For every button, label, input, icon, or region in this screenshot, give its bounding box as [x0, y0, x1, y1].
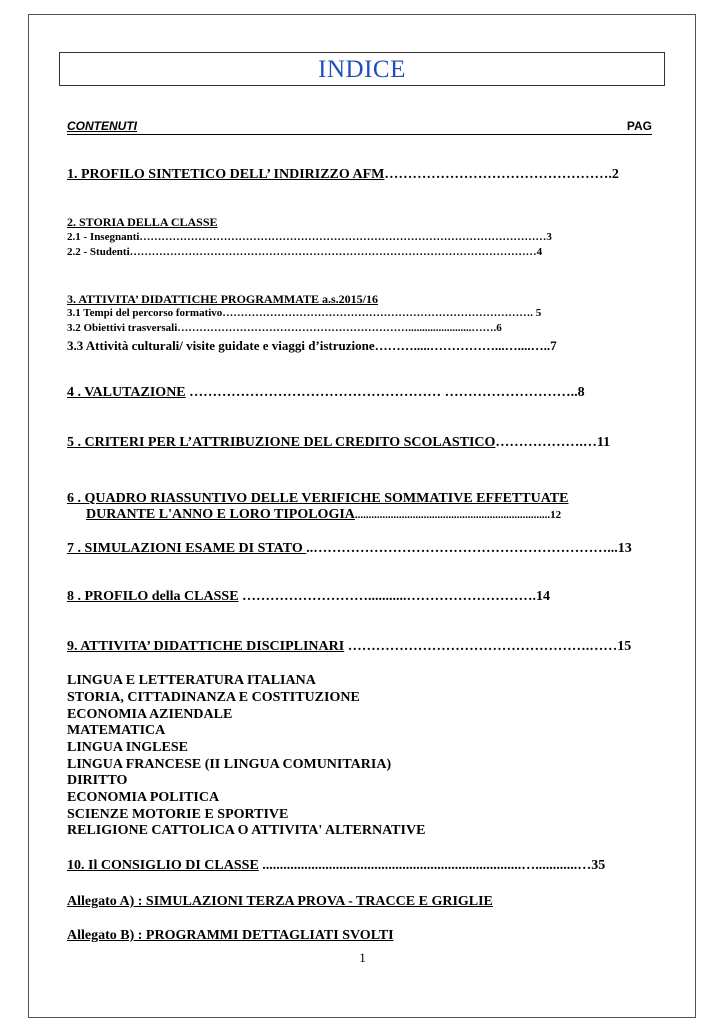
- toc-entry-1-dots: ………………………………………….2: [384, 167, 619, 182]
- contents-label: CONTENUTI: [67, 119, 137, 133]
- toc-entry-9-label: 9. ATTIVITA’ DIDATTICHE DISCIPLINARI: [67, 639, 345, 654]
- toc-entry-7-dots: ..………………………………………………………...13: [306, 541, 632, 556]
- toc-entry-6-label: DURANTE L'ANNO E LORO TIPOLOGIA: [86, 507, 355, 522]
- toc-entry-3-2[interactable]: 3.2 Obiettivi trasversali……………………………………………………….......................…….6: [67, 322, 502, 334]
- toc-entry-8-label: 8 . PROFILO della CLASSE: [67, 589, 239, 604]
- toc-entry-9[interactable]: [67, 639, 631, 655]
- toc-entry-3-3[interactable]: 3.3 Attività culturali/ visite guidate e viaggi d’istruzione……….....……………...…....…..7: [67, 338, 557, 353]
- toc-entry-5-dots: ……………….…11: [495, 435, 611, 450]
- toc-entry-4-label: 4 . VALUTAZIONE: [67, 385, 186, 400]
- toc-entry-8[interactable]: [67, 589, 550, 605]
- toc-entry-5-label: 5 . CRITERI PER L’ATTRIBUZIONE DEL CREDITO SCOLASTICO: [67, 435, 496, 450]
- subject-item[interactable]: DIRITTO: [67, 773, 128, 788]
- toc-entry-1[interactable]: [67, 167, 619, 183]
- toc-entry-7-label: 7 . SIMULAZIONI ESAME DI STATO: [67, 541, 307, 556]
- toc-entry-8-dots: ………………………...........……………………….14: [238, 589, 551, 604]
- subject-item[interactable]: LINGUA E LETTERATURA ITALIANA: [67, 673, 316, 688]
- toc-entry-10-dots: ..........................................................................…............…35: [258, 858, 606, 873]
- subject-item[interactable]: RELIGIONE CATTOLICA O ATTIVITA' ALTERNATIVE: [67, 823, 426, 838]
- subject-item[interactable]: MATEMATICA: [67, 723, 166, 738]
- toc-entry-3[interactable]: 3. ATTIVITA’ DIDATTICHE PROGRAMMATE a.s.2015/16: [67, 292, 379, 306]
- toc-entry-4[interactable]: [67, 385, 585, 401]
- toc-entry-2[interactable]: 2. STORIA DELLA CLASSE: [67, 215, 218, 229]
- toc-entry-5[interactable]: [67, 435, 610, 451]
- toc-entry-9-dots: …………………………………………….……15: [344, 639, 632, 654]
- toc-entry-2-2[interactable]: 2.2 - Studenti…………………………………………………………………………………………………4: [67, 246, 543, 258]
- page-title: INDICE: [318, 56, 406, 83]
- toc-entry-6-dots: .......................................................................12: [354, 509, 562, 521]
- allegato-a[interactable]: Allegato A) : SIMULAZIONI TERZA PROVA - TRACCE E GRIGLIE: [67, 894, 493, 909]
- toc-entry-2-1[interactable]: 2.1 - Insegnanti…………………………………………………………………………………………………3: [67, 231, 552, 243]
- toc-entry-10[interactable]: [67, 858, 605, 874]
- subject-item[interactable]: LINGUA INGLESE: [67, 740, 188, 755]
- subject-item[interactable]: SCIENZE MOTORIE E SPORTIVE: [67, 807, 289, 822]
- contents-header: [67, 119, 652, 135]
- toc-entry-1-label: 1. PROFILO SINTETICO DELL’ INDIRIZZO AFM: [67, 167, 385, 182]
- toc-entry-3-1[interactable]: 3.1 Tempi del percorso formativo…………………………………………………………………………. 5: [67, 307, 542, 319]
- toc-entry-10-label: 10. Il CONSIGLIO DI CLASSE: [67, 858, 259, 873]
- subject-item[interactable]: ECONOMIA POLITICA: [67, 790, 220, 805]
- toc-entry-4-dots: ……………………………………………… ………………………..8: [185, 385, 585, 400]
- page-number: 1: [359, 950, 366, 965]
- page-column-label: PAG: [626, 119, 652, 133]
- toc-entry-6-line1[interactable]: 6 . QUADRO RIASSUNTIVO DELLE VERIFICHE SOMMATIVE EFFETTUATE: [67, 491, 569, 506]
- subject-item[interactable]: ECONOMIA AZIENDALE: [67, 707, 233, 722]
- allegato-b[interactable]: Allegato B) : PROGRAMMI DETTAGLIATI SVOLTI: [67, 928, 394, 943]
- title-box: [59, 52, 665, 86]
- toc-entry-7[interactable]: [67, 541, 632, 557]
- toc-entry-6-line2[interactable]: [86, 507, 561, 523]
- subject-item[interactable]: STORIA, CITTADINANZA E COSTITUZIONE: [67, 690, 360, 705]
- subject-item[interactable]: LINGUA FRANCESE (II LINGUA COMUNITARIA): [67, 757, 392, 772]
